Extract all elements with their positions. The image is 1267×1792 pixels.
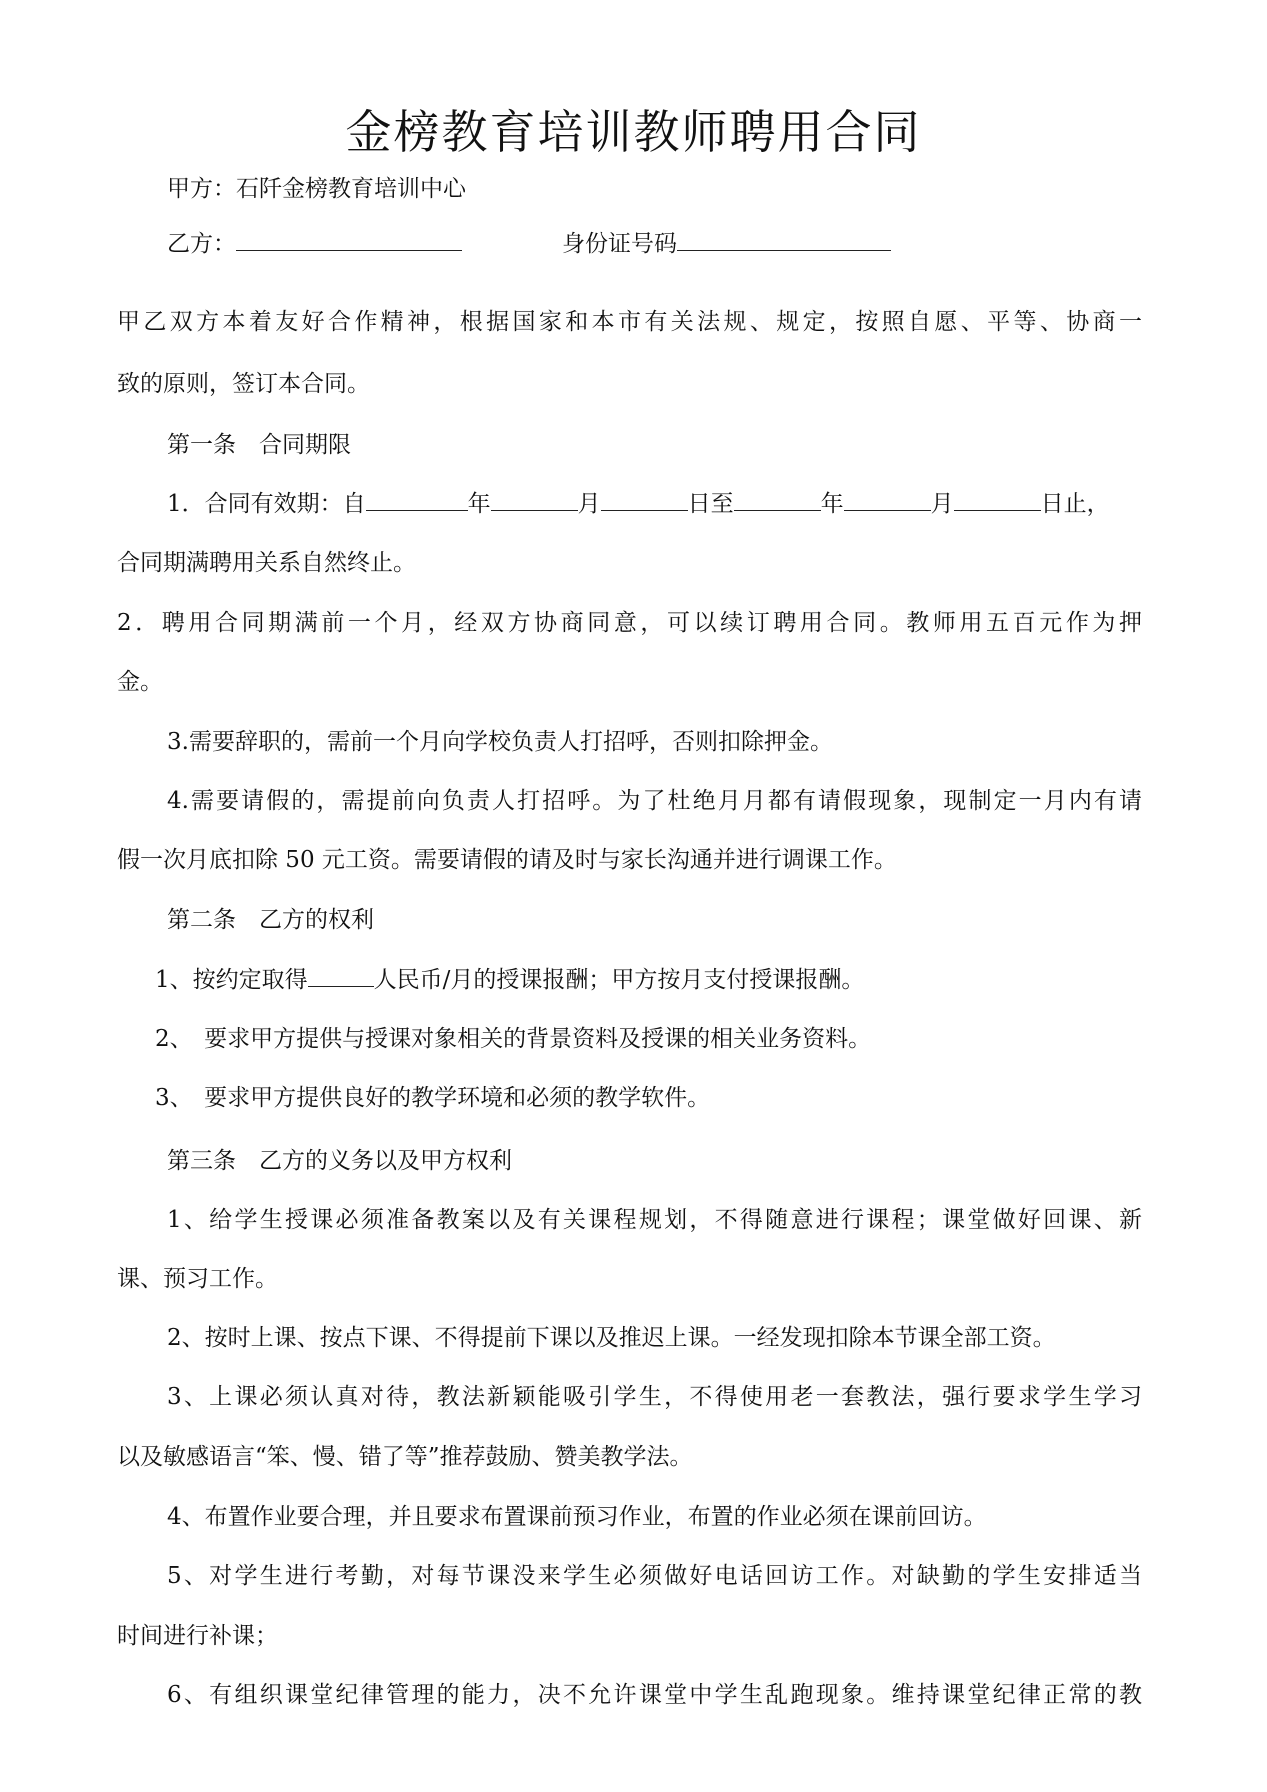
article-3-item-1-line-1: 1、给学生授课必须准备教案以及有关课程规划，不得随意进行课程；课堂做好回课、新	[167, 1207, 1142, 1233]
intro-line-2: 致的原则，签订本合同。	[117, 371, 370, 397]
end-year-blank	[734, 488, 821, 511]
remuneration-text: 人民币/月的授课报酬；甲方按月支付授课报酬。	[373, 967, 865, 993]
article-2-item-2: 2、 要求甲方提供与授课对象相关的背景资料及授课的相关业务资料。	[155, 1026, 872, 1052]
article-1-item-4-line-2: 假一次月底扣除 50 元工资。需要请假的请及时与家长沟通并进行调课工作。	[117, 847, 897, 873]
article-2-item-1	[155, 964, 864, 995]
year-label: 年	[467, 491, 491, 517]
article-2-item-3: 3、 要求甲方提供良好的教学环境和必须的教学软件。	[155, 1085, 711, 1111]
article-3-item-1-line-2: 课、预习工作。	[117, 1266, 278, 1292]
party-b-blank	[236, 228, 462, 251]
end-day-blank	[954, 488, 1041, 511]
id-number-line	[562, 228, 891, 259]
article-1-item-1-line-1	[167, 488, 1110, 519]
start-month-blank	[491, 488, 578, 511]
validity-from-label: 1．合同有效期：自	[167, 491, 366, 517]
party-b-label: 乙方：	[167, 231, 236, 257]
day-to-label: 日至	[687, 491, 734, 517]
article-1-heading: 第一条 合同期限	[167, 432, 351, 458]
article-1-item-3: 3.需要辞职的，需前一个月向学校负责人打招呼，否则扣除押金。	[167, 729, 833, 755]
article-1-item-4-line-1: 4.需要请假的，需提前向负责人打招呼。为了杜绝月月都有请假现象，现制定一月内有请	[167, 788, 1142, 814]
article-3-item-2: 2、按时上课、按点下课、不得提前下课以及推迟上课。一经发现扣除本节课全部工资。	[167, 1325, 1056, 1351]
article-1-item-1-line-2: 合同期满聘用关系自然终止。	[117, 550, 416, 576]
end-month-blank	[844, 488, 931, 511]
article-1-item-2-line-2: 金。	[117, 669, 163, 695]
article-3-item-6-line-1: 6、有组织课堂纪律管理的能力，决不允许课堂中学生乱跑现象。维持课堂纪律正常的教	[167, 1682, 1142, 1708]
month-label: 月	[930, 491, 954, 517]
article-3-item-5-line-2: 时间进行补课；	[117, 1623, 278, 1649]
remuneration-blank	[308, 964, 374, 987]
month-label: 月	[577, 491, 601, 517]
id-number-blank	[677, 228, 891, 251]
start-year-blank	[366, 488, 468, 511]
start-day-blank	[601, 488, 688, 511]
document-title: 金榜教育培训教师聘用合同	[345, 105, 922, 159]
article-3-item-5-line-1: 5、对学生进行考勤，对每节课没来学生必须做好电话回访工作。对缺勤的学生安排适当	[167, 1563, 1142, 1589]
article-2-heading: 第二条 乙方的权利	[167, 907, 374, 933]
article-3-item-3-line-1: 3、上课必须认真对待，教法新颖能吸引学生，不得使用老一套教法，强行要求学生学习	[167, 1384, 1142, 1410]
party-b-line	[167, 228, 462, 259]
party-a-line: 甲方：石阡金榜教育培训中心	[167, 176, 466, 202]
year-label: 年	[820, 491, 844, 517]
article-3-item-4: 4、布置作业要合理，并且要求布置课前预习作业，布置的作业必须在课前回访。	[167, 1504, 987, 1530]
article-1-item-2-line-1: 2．聘用合同期满前一个月，经双方协商同意，可以续订聘用合同。教师用五百元作为押	[117, 610, 1142, 636]
intro-line-1: 甲乙双方本着友好合作精神，根据国家和本市有关法规、规定，按照自愿、平等、协商一	[117, 309, 1142, 335]
day-end-label: 日止，	[1040, 491, 1110, 517]
article-3-heading: 第三条 乙方的义务以及甲方权利	[167, 1148, 512, 1174]
remuneration-label: 1、按约定取得	[155, 967, 308, 993]
article-3-item-3-line-2: 以及敏感语言“笨、慢、错了等”推荐鼓励、赞美教学法。	[117, 1444, 693, 1470]
id-number-label: 身份证号码	[562, 231, 677, 257]
